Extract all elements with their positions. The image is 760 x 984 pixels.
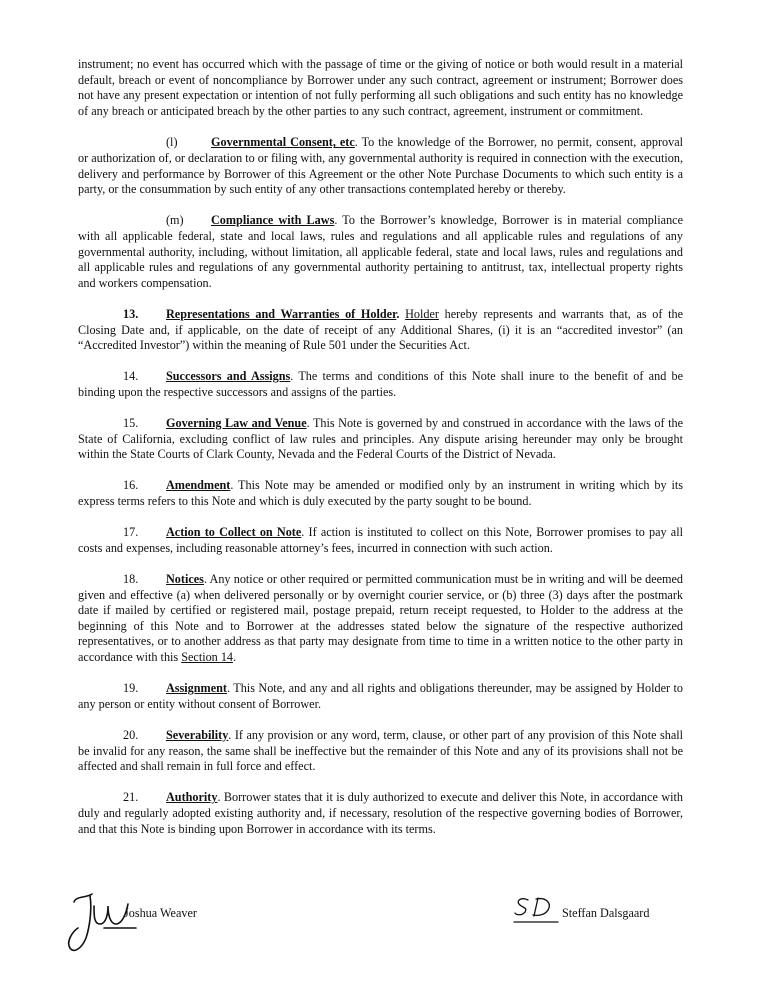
signature-row <box>64 892 684 962</box>
section-number: 18. <box>123 572 139 586</box>
section-16: 16. Amendment. This Note may be amended or modified only by an instrument in writing which by its express terms refers to this Note and which is duly executed by the party sought to be bound. <box>78 478 683 509</box>
section-number: 15. <box>123 416 139 431</box>
signature-block-left <box>64 892 264 962</box>
holder-term: Holder <box>405 306 439 321</box>
section-body: To the knowledge of the Borrower, no permit, consent, approval or authorization of, or declaration to or filing with, any governmental authority is required in connection with the execution, delivery and performance by Borrower of this Agreement or the other Note Purchase Documents to which such entity is a party, or the consummation by such entity of any other transactions contemplated hereby or thereby. <box>78 135 683 197</box>
section-number: 17. <box>123 525 139 540</box>
section-20: 20. Severability. If any provision or any word, term, clause, or other part of any provision of this Note shall be invalid for any reason, the same shall be ineffective but the remainder of this Note and any of its provisions shall not be affected and shall remain in full force and effect. <box>78 727 684 774</box>
section-heading: Assignment <box>166 681 227 696</box>
section-body: If action is instituted to collect on this Note, Borrower promises to pay all costs and expenses, including reasonable attorney’s fees, incurred in connection with such action. <box>78 525 683 555</box>
section-15: 15. Governing Law and Venue. This Note is governed by and construed in accordance with the laws of the State of California, excluding conflict of law rules and principles. Any dispute arising hereunder may only be brought within the State Courts of Clark County, Nevada and the Federal Courts of the District of Nevada. <box>78 416 683 462</box>
signature-sd-drawing <box>512 894 562 928</box>
section-heading: Notices <box>166 572 204 586</box>
section-heading: Authority <box>166 790 218 805</box>
signature-block-right <box>512 892 692 932</box>
section-body: The terms and conditions of this Note shall inure to the benefit of and be binding upon the respective successors and assigns of the parties. <box>78 369 684 399</box>
section-number: 20. <box>123 727 139 742</box>
section-heading: Governing Law and Venue <box>166 416 307 431</box>
section-number: (m) <box>166 213 184 228</box>
section-heading: Severability <box>166 727 229 742</box>
section-l: (l) Governmental Consent, etc. To the knowledge of the Borrower, no permit, consent, approval or authorization of, or declaration to or filing with, any governmental authority is required in connection with the execution, delivery and performance by Borrower of this Agreement or the other Note Purchase Documents to which such entity is a party, or the consummation by such entity of any other transactions contemplated hereby or thereby. <box>78 135 683 197</box>
section-heading: Successors and Assigns <box>166 369 291 384</box>
section-body: This Note, and any and all rights and obligations thereunder, may be assigned by Holder to any person or entity without consent of Borrower. <box>78 681 683 711</box>
section-heading: Action to Collect on Note <box>166 525 302 540</box>
section-heading: Compliance with Laws <box>211 213 335 228</box>
section-21: 21. Authority. Borrower states that it is duly authorized to execute and deliver this Note, in accordance with duly and regularly adopted existing authority and, if necessary, resolution of the respective governing bodies of Borrower, and that this Note is binding upon Borrower in accordance with its terms. <box>78 790 683 836</box>
section-14: 14. Successors and Assigns. The terms and conditions of this Note shall inure to the benefit of and be binding upon the respective successors and assigns of the parties. <box>78 369 684 399</box>
section-number: 13. <box>123 306 139 321</box>
section-number: 14. <box>123 369 139 384</box>
section-14-reference: Section 14 <box>181 649 234 664</box>
section-body: If any provision or any word, term, clause, or other part of any provision of this Note shall be invalid for any reason, the same shall be ineffective but the remainder of this Note and any of its provisions shall not be affected and shall remain in full force and effect. <box>78 727 684 774</box>
section-number: 19. <box>123 681 139 696</box>
section-19: 19. Assignment. This Note, and any and all rights and obligations thereunder, may be assigned by Holder to any person or entity without consent of Borrower. <box>78 681 683 711</box>
section-body: Borrower states that it is duly authorized to execute and deliver this Note, in accordance with duly and regularly adopted existing authority and, if necessary, resolution of the respective governing bodies of Borrower, and that this Note is binding upon Borrower in accordance with its terms. <box>78 790 683 836</box>
section-body: This Note may be amended or modified only by an instrument in writing which by its express terms refers to this Note and which is duly executed by the party sought to be bound. <box>78 478 683 509</box>
signer-name-right: Steffan Dalsgaard <box>562 906 650 920</box>
section-18: 18. Notices. Any notice or other required or permitted communication must be in writing and will be deemed given and effective (a) when delivered personally or by overnight courier service, or (b) three (3) days after the postmark date if mailed by certified or registered mail, postage prepaid, return receipt requested, to Holder to the address at the beginning of this Note and to Borrower at the addresses stated below the signature of the respective authorized representatives, or to another address as that party may designate from time to time in a written notice to the other party in accordance with this Section 14. <box>78 572 683 664</box>
section-body: This Note is governed by and construed in accordance with the laws of the State of California, excluding conflict of law rules and principles. Any dispute arising hereunder may only be brought within the State Courts of Clark County, Nevada and the Federal Courts of the District of Nevada. <box>78 416 683 462</box>
section-heading: Amendment <box>166 478 231 493</box>
section-heading: Governmental Consent, etc <box>211 135 355 150</box>
signature-jw-drawing <box>64 892 140 962</box>
section-heading: Representations and Warranties of Holder <box>166 306 397 321</box>
section-number: (l) <box>166 135 178 150</box>
section-13: 13. Representations and Warranties of Holder. Holder hereby represents and warrants that, as of the Closing Date and, if applicable, on the date of receipt of any Additional Shares, (i) it is an “accredited investor” (an “Accredited Investor”) within the meaning of Rule 501 under the Securities Act. <box>78 306 683 353</box>
signer-name-left: Joshua Weaver <box>124 906 197 920</box>
section-body: hereby represents and warrants that, as of the Closing Date and, if applicable, on the date of receipt of any Additional Shares, (i) it is an “accredited investor” (an “Accredited Investor”) within the meaning of Rule 501 under the Securities Act. <box>78 306 683 353</box>
section-body: To the Borrower’s knowledge, Borrower is in material compliance with all applicable federal, state and local laws, rules and regulations and all applicable rules and regulations of any governmental authority, including, without limitation, all applicable federal, state and local laws, rules and regulations and all applicable rules and regulations of any governmental authority pertaining to antitrust, tax, intellectual property rights and workers compensation. <box>78 213 683 290</box>
section-body: Any notice or other required or permitted communication must be in writing and will be deemed given and effective (a) when delivered personally or by overnight courier service, or (b) three (3) days after the postmark date if mailed by certified or registered mail, postage prepaid, return receipt requested, to Holder to the address at the beginning of this Note and to Borrower at the addresses stated below the signature of the respective authorized representatives, or to another address as that party may designate from time to time in a written notice to the other party in accordance with this <box>78 572 683 664</box>
section-17: 17. Action to Collect on Note. If action is instituted to collect on this Note, Borrower promises to pay all costs and expenses, including reasonable attorney’s fees, incurred in connection with such action. <box>78 525 683 555</box>
document-page <box>78 57 683 853</box>
section-number: 21. <box>123 790 139 805</box>
section-number: 16. <box>123 478 139 493</box>
intro-paragraph: instrument; no event has occurred which with the passage of time or the giving of notice or both would result in a material default, breach or event of noncompliance by Borrower under any such contract, agreement or instrument; Borrower does not have any present expectation or intention of not fully performing all such obligations and such entity has no knowledge of any breach or anticipated breach by the other parties to any such contract, agreement, instrument or commitment. <box>78 57 683 118</box>
section-m: (m) Compliance with Laws. To the Borrower’s knowledge, Borrower is in material compliance with all applicable federal, state and local laws, rules and regulations and all applicable rules and regulations of any governmental authority, including, without limitation, all applicable federal, state and local laws, rules and regulations and all applicable rules and regulations of any governmental authority pertaining to antitrust, tax, intellectual property rights and workers compensation. <box>78 213 683 290</box>
